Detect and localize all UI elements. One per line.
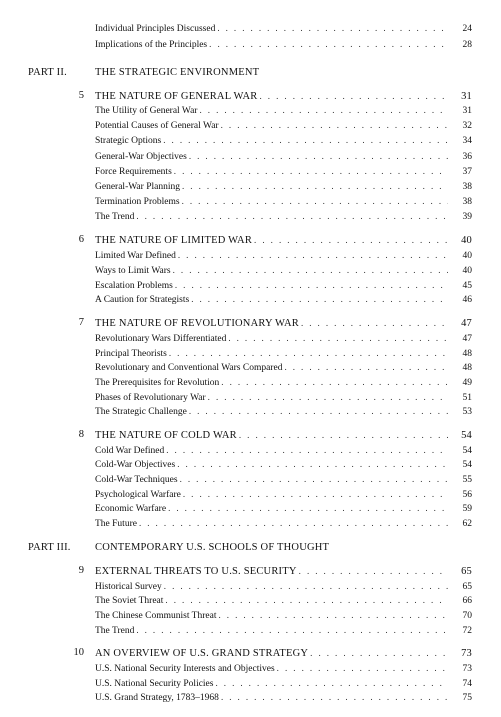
dot-leader xyxy=(173,263,448,277)
section-title: A Caution for Strategists xyxy=(95,295,190,305)
dot-leader xyxy=(189,404,448,418)
chapter-title: THE NATURE OF GENERAL WAR xyxy=(95,91,258,102)
dot-leader xyxy=(164,579,448,593)
toc-entry-termination-problems xyxy=(0,194,501,208)
section-entry[interactable] xyxy=(95,404,472,419)
toc-entry-cold-war-techniques xyxy=(0,472,501,486)
toc-entry-escalation-problems xyxy=(0,278,501,292)
section-title: Revolutionary Wars Differentiated xyxy=(95,334,227,344)
section-entry[interactable] xyxy=(95,346,472,361)
part-title: CONTEMPORARY U.S. SCHOOLS OF THOUGHT xyxy=(95,542,330,553)
dot-leader xyxy=(218,608,448,622)
toc-entry-phases-of-revolutionary-war xyxy=(0,390,501,404)
section-entry[interactable] xyxy=(95,103,472,118)
page-number: 70 xyxy=(462,611,472,621)
toc-entry-cold-war-objectives xyxy=(0,457,501,471)
chapter-heading xyxy=(0,233,501,247)
page-number: 24 xyxy=(462,24,472,34)
toc-entry-the-soviet-threat xyxy=(0,593,501,607)
section-entry[interactable] xyxy=(95,443,472,458)
dot-leader xyxy=(310,646,448,660)
chapter-number: 9 xyxy=(78,565,84,576)
section-title: Historical Survey xyxy=(95,582,162,592)
chapter-entry[interactable] xyxy=(95,316,472,331)
chapter-heading xyxy=(0,646,501,660)
section-title: The Trend xyxy=(95,212,135,222)
toc-entry-a-caution-for-strategists xyxy=(0,292,501,306)
chapter-title: EXTERNAL THREATS TO U.S. SECURITY xyxy=(95,566,297,577)
section-entry[interactable] xyxy=(95,608,472,623)
toc-entry-psychological-warfare xyxy=(0,487,501,501)
section-entry[interactable] xyxy=(95,263,472,278)
section-title: Implications of the Principles xyxy=(95,40,208,50)
dot-leader xyxy=(180,472,448,486)
page-number: 72 xyxy=(462,626,472,636)
dot-leader xyxy=(163,133,448,147)
section-title: The Trend xyxy=(95,626,135,636)
chapter-number: 10 xyxy=(73,647,84,658)
dot-leader xyxy=(166,443,448,457)
section-title: The Prerequisites for Revolution xyxy=(95,378,220,388)
toc-entry-historical-survey xyxy=(0,579,501,593)
chapter-entry[interactable] xyxy=(95,564,472,579)
section-title: U.S. National Security Policies xyxy=(95,679,214,689)
section-title: Ways to Limit Wars xyxy=(95,266,171,276)
section-entry[interactable] xyxy=(95,248,472,263)
chapter-number: 6 xyxy=(78,234,84,245)
page-number: 49 xyxy=(462,378,472,388)
page-number: 37 xyxy=(462,167,472,177)
chapter-number: 7 xyxy=(78,317,84,328)
toc-entry-principal-theorists xyxy=(0,346,501,360)
dot-leader xyxy=(215,676,448,690)
page-number: 54 xyxy=(462,460,472,470)
dot-leader xyxy=(301,316,448,330)
dot-leader xyxy=(299,564,448,578)
page-number: 40 xyxy=(462,251,472,261)
toc-entry-general-war-objectives xyxy=(0,149,501,163)
section-title: Principal Theorists xyxy=(95,349,167,359)
toc-entry-revolutionary-wars-differentiated xyxy=(0,331,501,345)
page-number: 48 xyxy=(462,363,472,373)
chapter-entry[interactable] xyxy=(95,428,472,443)
chapter-number: 8 xyxy=(78,429,84,440)
dot-leader xyxy=(174,164,448,178)
section-title: Escalation Problems xyxy=(95,281,173,291)
page-number: 59 xyxy=(462,504,472,514)
section-entry[interactable] xyxy=(95,390,472,405)
section-entry[interactable] xyxy=(95,690,472,705)
page-number: 65 xyxy=(461,566,472,577)
toc-entry-the-future xyxy=(0,516,501,530)
dot-leader xyxy=(221,118,448,132)
dot-leader xyxy=(183,487,448,501)
section-title: Potential Causes of General War xyxy=(95,121,219,131)
section-entry[interactable] xyxy=(95,457,472,472)
dot-leader xyxy=(208,390,448,404)
dot-leader xyxy=(182,194,448,208)
section-title: Individual Principles Discussed xyxy=(95,24,216,34)
dot-leader xyxy=(277,661,448,675)
section-title: The Utility of General War xyxy=(95,106,198,116)
dot-leader xyxy=(228,331,448,345)
section-title: Revolutionary and Conventional Wars Compared xyxy=(95,363,283,373)
chapter-heading xyxy=(0,89,501,103)
page-number: 73 xyxy=(462,664,472,674)
section-entry[interactable] xyxy=(95,209,472,224)
page-number: 38 xyxy=(462,182,472,192)
section-entry[interactable] xyxy=(95,133,472,148)
section-title: Cold-War Techniques xyxy=(95,475,178,485)
section-title: Cold-War Objectives xyxy=(95,460,176,470)
chapter-entry[interactable] xyxy=(95,233,472,248)
section-entry[interactable] xyxy=(95,487,472,502)
toc-entry-general-war-planning xyxy=(0,179,501,193)
page-number: 74 xyxy=(462,679,472,689)
toc-entry-force-requirements xyxy=(0,164,501,178)
section-entry[interactable] xyxy=(95,360,472,375)
chapter-title: THE NATURE OF REVOLUTIONARY WAR xyxy=(95,318,299,329)
section-title: Phases of Revolutionary War xyxy=(95,393,206,403)
dot-leader xyxy=(254,233,448,247)
section-entry[interactable] xyxy=(95,179,472,194)
chapter-heading xyxy=(0,564,501,578)
page-number: 39 xyxy=(462,212,472,222)
dot-leader xyxy=(217,21,448,35)
toc-entry-strategic-options xyxy=(0,133,501,147)
toc-entry-u-s-national-security-interests-and-objectives xyxy=(0,661,501,675)
dot-leader xyxy=(284,360,448,374)
section-title: General-War Planning xyxy=(95,182,180,192)
page-number: 66 xyxy=(462,596,472,606)
toc-entry-implications-of-the-principles xyxy=(0,37,501,51)
page-number: 40 xyxy=(461,235,472,246)
page-number: 38 xyxy=(462,197,472,207)
section-entry[interactable] xyxy=(95,164,472,179)
chapter-title: THE NATURE OF LIMITED WAR xyxy=(95,235,253,246)
page-number: 31 xyxy=(462,106,472,116)
dot-leader xyxy=(182,179,448,193)
dot-leader xyxy=(191,292,448,306)
page-number: 32 xyxy=(462,121,472,131)
chapter-entry[interactable] xyxy=(95,646,472,661)
page-number: 55 xyxy=(462,475,472,485)
page-number: 47 xyxy=(462,334,472,344)
chapter-heading xyxy=(0,428,501,442)
page-number: 54 xyxy=(462,446,472,456)
page-number: 54 xyxy=(461,430,472,441)
section-title: U.S. National Security Interests and Objectives xyxy=(95,664,275,674)
chapter-entry[interactable] xyxy=(95,89,472,104)
section-entry[interactable] xyxy=(95,676,472,691)
section-title: Limited War Defined xyxy=(95,251,176,261)
section-title: Termination Problems xyxy=(95,197,180,207)
section-title: The Soviet Threat xyxy=(95,596,164,606)
dot-leader xyxy=(168,501,448,515)
toc-entry-cold-war-defined xyxy=(0,443,501,457)
toc-entry-u-s-national-security-policies xyxy=(0,676,501,690)
section-entry[interactable] xyxy=(95,118,472,133)
section-entry[interactable] xyxy=(95,331,472,346)
toc-entry-individual-principles-discussed xyxy=(0,21,501,35)
toc-entry-the-prerequisites-for-revolution xyxy=(0,375,501,389)
toc-entry-u-s-grand-strategy-1783-1968 xyxy=(0,690,501,704)
page-number: 48 xyxy=(462,349,472,359)
chapter-title: THE NATURE OF COLD WAR xyxy=(95,430,237,441)
section-entry[interactable] xyxy=(95,21,472,36)
page-number: 36 xyxy=(462,152,472,162)
toc-entry-revolutionary-and-conventional-wars-compared xyxy=(0,360,501,374)
page-number: 65 xyxy=(462,582,472,592)
section-title: The Future xyxy=(95,519,137,529)
section-entry[interactable] xyxy=(95,194,472,209)
section-entry[interactable] xyxy=(95,501,472,516)
toc-entry-the-chinese-communist-threat xyxy=(0,608,501,622)
page-number: 46 xyxy=(462,295,472,305)
section-title: Force Requirements xyxy=(95,167,172,177)
dot-leader xyxy=(260,89,449,103)
section-entry[interactable] xyxy=(95,472,472,487)
dot-leader xyxy=(165,593,448,607)
section-title: U.S. Grand Strategy, 1783–1968 xyxy=(95,693,219,703)
section-entry[interactable] xyxy=(95,579,472,594)
section-entry[interactable] xyxy=(95,593,472,608)
dot-leader xyxy=(221,375,448,389)
toc-entry-the-utility-of-general-war xyxy=(0,103,501,117)
section-entry[interactable] xyxy=(95,292,472,307)
section-entry[interactable] xyxy=(95,278,472,293)
toc-entry-economic-warfare xyxy=(0,501,501,515)
toc-entry-the-trend xyxy=(0,209,501,223)
toc-entry-ways-to-limit-wars xyxy=(0,263,501,277)
page-number: 45 xyxy=(462,281,472,291)
page-number: 75 xyxy=(462,693,472,703)
part-heading xyxy=(0,66,501,80)
dot-leader xyxy=(175,278,448,292)
part-number: PART II. xyxy=(28,67,67,78)
section-title: Psychological Warfare xyxy=(95,490,181,500)
chapter-title: AN OVERVIEW OF U.S. GRAND STRATEGY xyxy=(95,648,309,659)
section-entry[interactable] xyxy=(95,149,472,164)
page-number: 51 xyxy=(462,393,472,403)
dot-leader xyxy=(177,457,448,471)
chapter-number: 5 xyxy=(78,90,84,101)
toc-entry-the-strategic-challenge xyxy=(0,404,501,418)
chapter-heading xyxy=(0,316,501,330)
section-entry[interactable] xyxy=(95,623,472,638)
toc-entry-limited-war-defined xyxy=(0,248,501,262)
page-number: 40 xyxy=(462,266,472,276)
toc-entry-the-trend xyxy=(0,623,501,637)
section-entry[interactable] xyxy=(95,661,472,676)
page-number: 56 xyxy=(462,490,472,500)
section-title: The Chinese Communist Threat xyxy=(95,611,217,621)
section-entry[interactable] xyxy=(95,375,472,390)
dot-leader xyxy=(178,248,448,262)
dot-leader xyxy=(209,37,448,51)
dot-leader xyxy=(239,428,448,442)
toc-entry-potential-causes-of-general-war xyxy=(0,118,501,132)
part-heading xyxy=(0,541,501,555)
dot-leader xyxy=(136,209,448,223)
section-entry[interactable] xyxy=(95,516,472,531)
page-number: 62 xyxy=(462,519,472,529)
section-title: Cold War Defined xyxy=(95,446,165,456)
dot-leader xyxy=(189,149,448,163)
dot-leader xyxy=(221,690,448,704)
dot-leader xyxy=(139,516,448,530)
page-number: 31 xyxy=(461,91,472,102)
dot-leader xyxy=(136,623,448,637)
page-number: 28 xyxy=(462,40,472,50)
page-number: 53 xyxy=(462,407,472,417)
dot-leader xyxy=(169,346,448,360)
section-title: The Strategic Challenge xyxy=(95,407,187,417)
part-title: THE STRATEGIC ENVIRONMENT xyxy=(95,67,260,78)
page-number: 47 xyxy=(461,318,472,329)
section-title: General-War Objectives xyxy=(95,152,187,162)
dot-leader xyxy=(199,103,448,117)
section-entry[interactable] xyxy=(95,37,472,52)
part-number: PART III. xyxy=(28,542,71,553)
page-number: 34 xyxy=(462,136,472,146)
page-number: 73 xyxy=(461,648,472,659)
section-title: Economic Warfare xyxy=(95,504,167,514)
section-title: Strategic Options xyxy=(95,136,162,146)
